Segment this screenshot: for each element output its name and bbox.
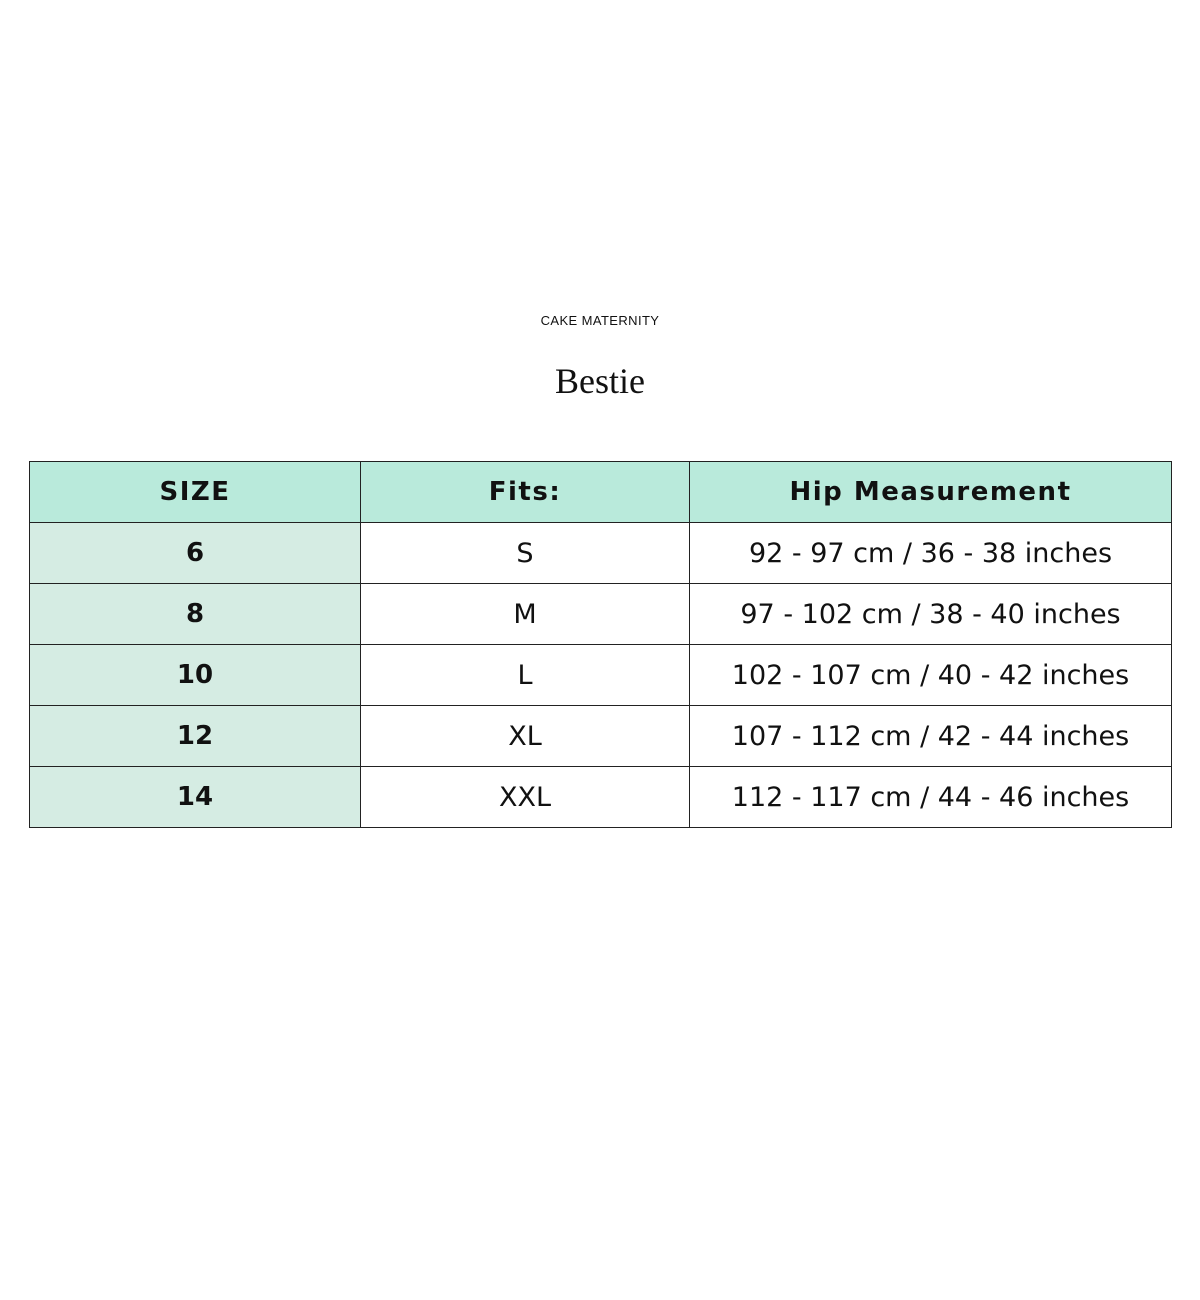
header-fits: Fits:: [361, 462, 690, 523]
fits-cell: XL: [361, 706, 690, 767]
hip-cell: 97 - 102 cm / 38 - 40 inches: [690, 584, 1172, 645]
fits-cell: M: [361, 584, 690, 645]
hip-cell: 107 - 112 cm / 42 - 44 inches: [690, 706, 1172, 767]
brand-name: CAKE MATERNITY: [540, 313, 660, 328]
size-cell: 12: [30, 706, 361, 767]
table-row: [30, 767, 1172, 828]
table-row: [30, 706, 1172, 767]
table-row: [30, 523, 1172, 584]
hip-cell: 102 - 107 cm / 40 - 42 inches: [690, 645, 1172, 706]
size-cell: 6: [30, 523, 361, 584]
header-size: SIZE: [30, 462, 361, 523]
size-cell: 10: [30, 645, 361, 706]
size-chart-table: [29, 461, 1172, 828]
hip-cell: 112 - 117 cm / 44 - 46 inches: [690, 767, 1172, 828]
table-row: [30, 645, 1172, 706]
table-header: [30, 462, 1172, 523]
table-body: [30, 523, 1172, 828]
fits-cell: L: [361, 645, 690, 706]
size-cell: 14: [30, 767, 361, 828]
product-title: Bestie: [555, 361, 645, 401]
header-row: [30, 462, 1172, 523]
table-row: [30, 584, 1172, 645]
header-hip-measurement: Hip Measurement: [690, 462, 1172, 523]
fits-cell: XXL: [361, 767, 690, 828]
fits-cell: S: [361, 523, 690, 584]
hip-cell: 92 - 97 cm / 36 - 38 inches: [690, 523, 1172, 584]
size-cell: 8: [30, 584, 361, 645]
